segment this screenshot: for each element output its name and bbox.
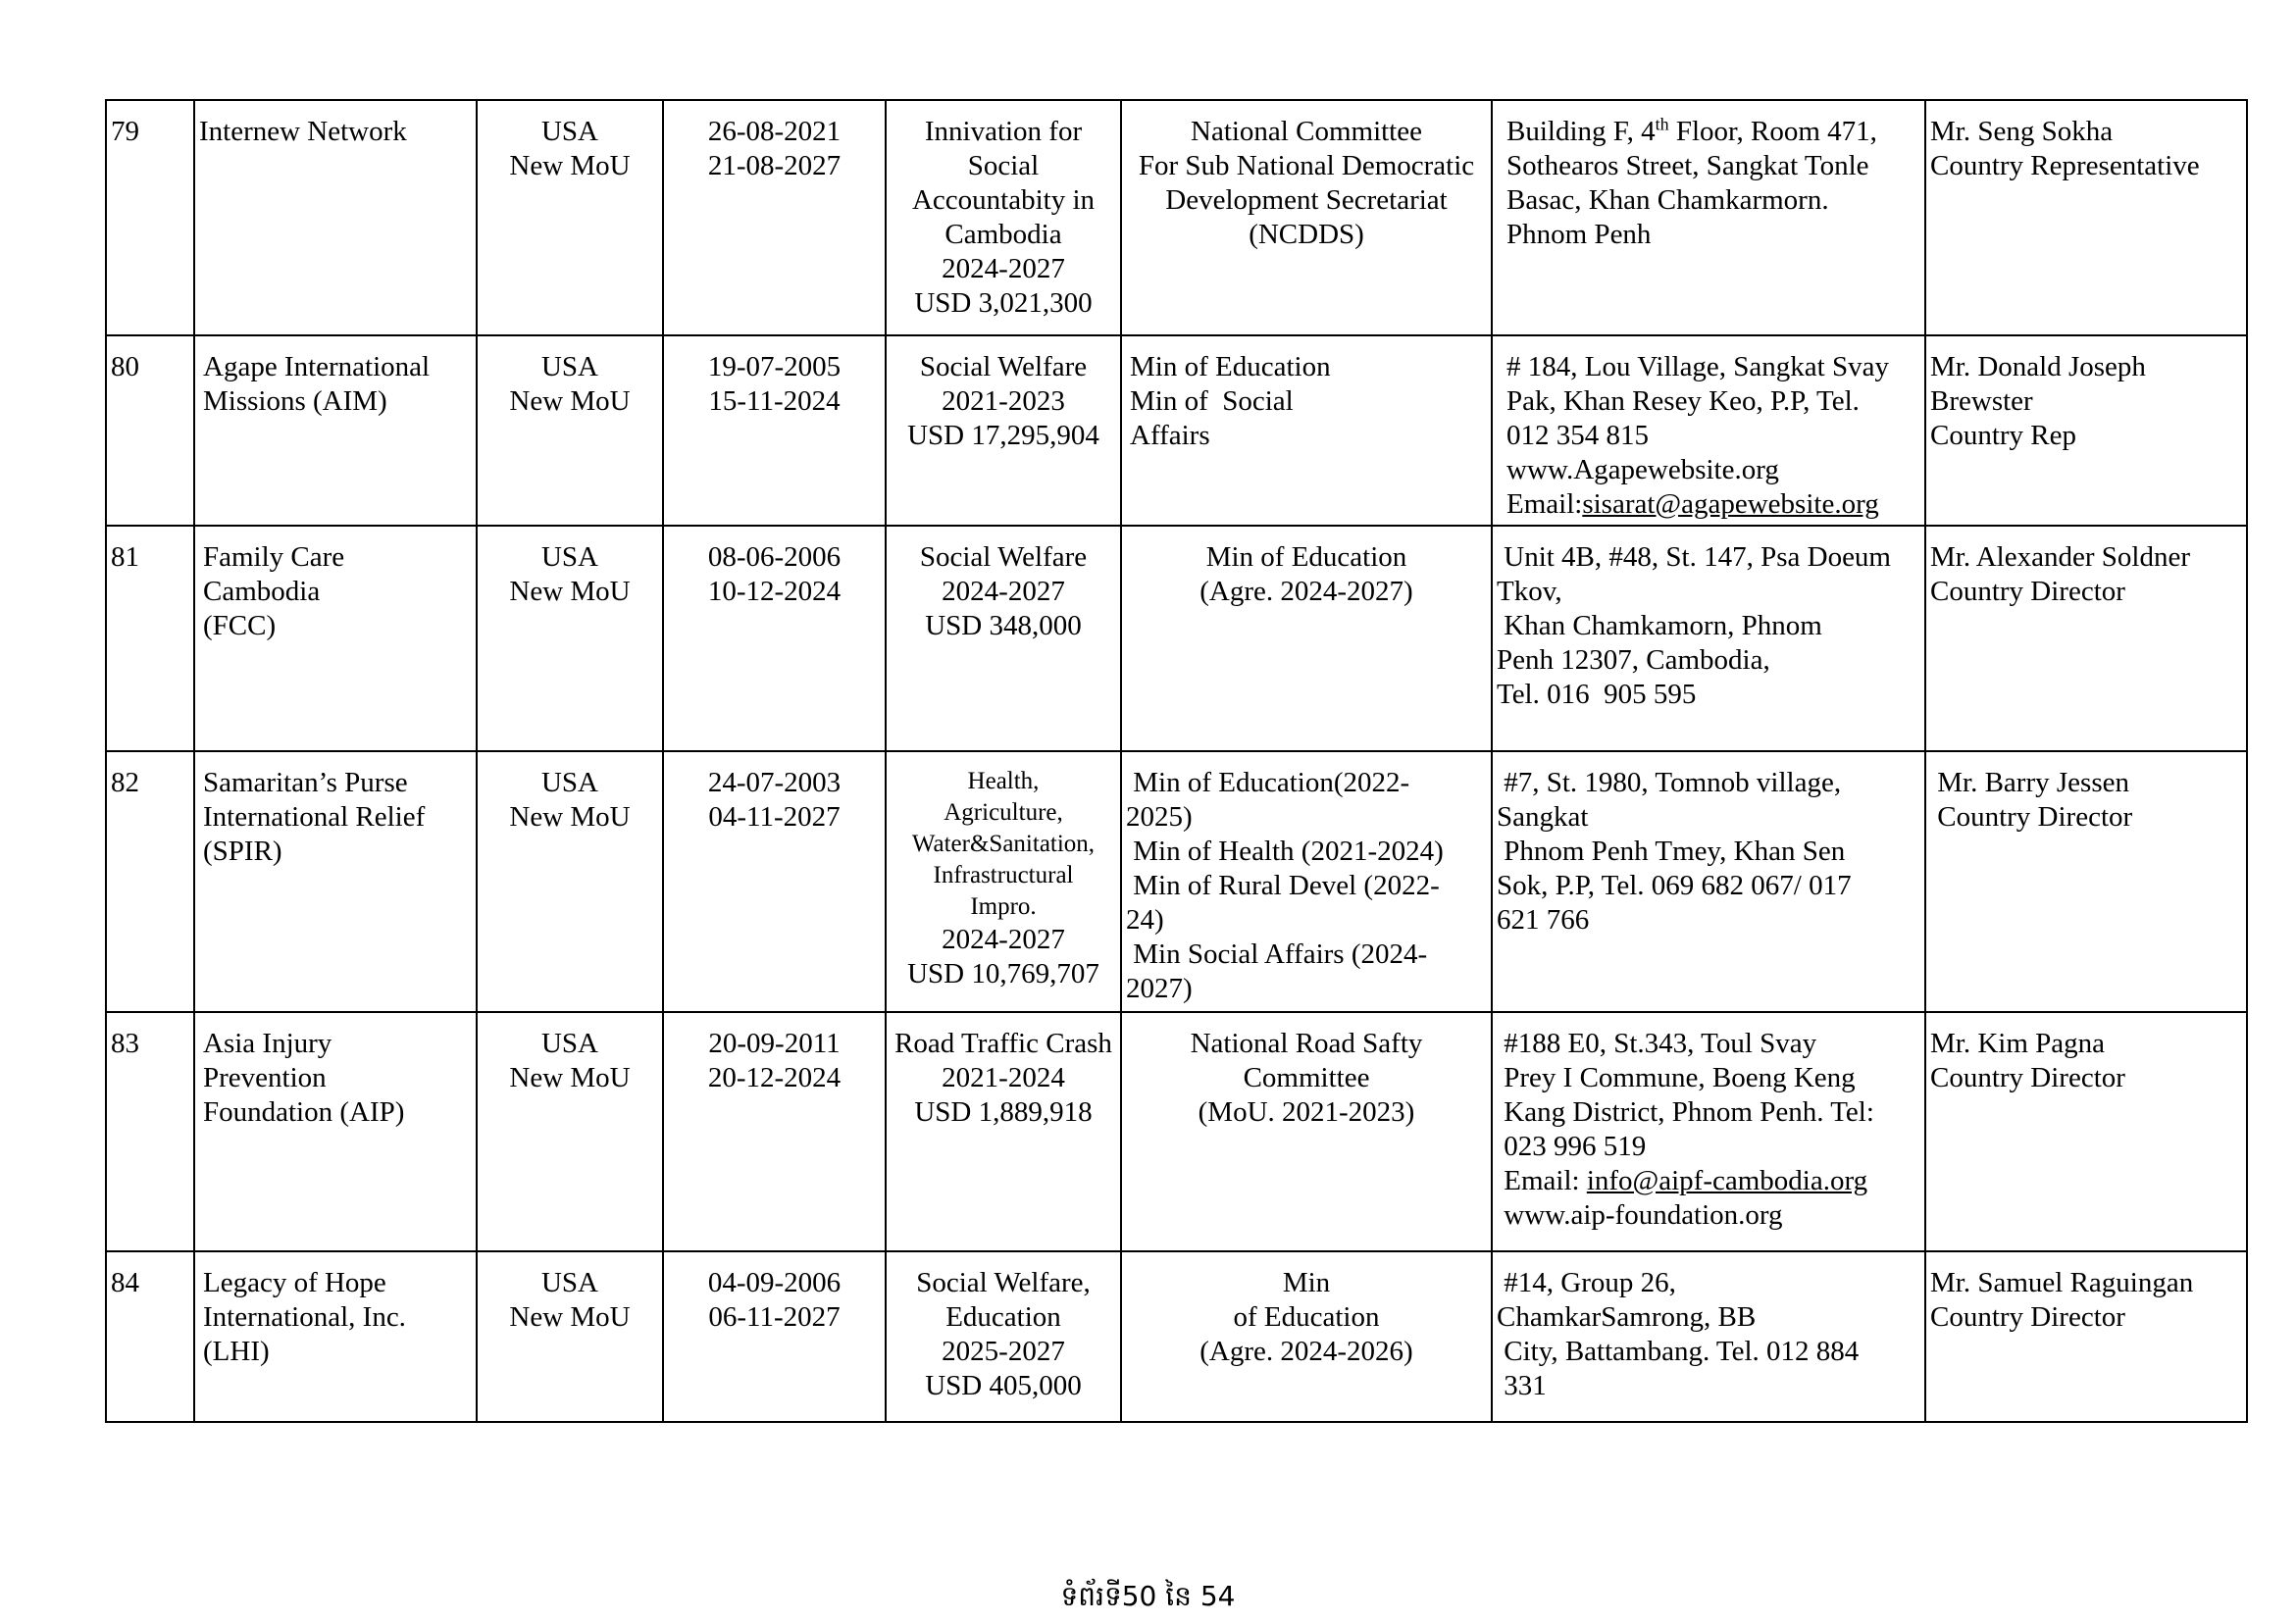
email-link[interactable]: sisarat@agapewebsite.org xyxy=(1582,488,1879,520)
country-status: USA New MoU xyxy=(477,335,663,526)
sector-budget: Health, Agriculture, Water&Sanitation, Infrastructural Impro. 2024-2027 USD 10,769,707 xyxy=(886,751,1121,1012)
sector-budget: Social Welfare 2024-2027 USD 348,000 xyxy=(886,526,1121,751)
address: #14, Group 26, ChamkarSamrong, BB City, Battambang. Tel. 012 884 331 xyxy=(1492,1251,1925,1422)
page-footer: ទំព័រទី50 នៃ 54 xyxy=(1060,1580,1236,1612)
contact-person: Mr. Alexander Soldner Country Director xyxy=(1925,526,2247,751)
partner-ministry: National Road Safty Committee (MoU. 2021-2023) xyxy=(1121,1012,1492,1251)
sector-budget: Road Traffic Crash 2021-2024 USD 1,889,918 xyxy=(886,1012,1121,1251)
country-status: USA New MoU xyxy=(477,526,663,751)
contact-person: Mr. Seng Sokha Country Representative xyxy=(1925,100,2247,335)
row-number: 83 xyxy=(106,1012,194,1251)
table-body xyxy=(106,100,2247,1422)
organization-name: Internew Network xyxy=(194,100,477,335)
mou-dates: 20-09-2011 20-12-2024 xyxy=(663,1012,886,1251)
address: # 184, Lou Village, Sangkat Svay Pak, Khan Resey Keo, P.P, Tel. 012 354 815 www.Agapewebsite.org Email:sisarat@agapewebsite.org xyxy=(1492,335,1925,526)
sector-budget: Social Welfare, Education 2025-2027 USD 405,000 xyxy=(886,1251,1121,1422)
row-number: 81 xyxy=(106,526,194,751)
partner-ministry: Min of Education (Agre. 2024-2027) xyxy=(1121,526,1492,751)
contact-person: Mr. Kim Pagna Country Director xyxy=(1925,1012,2247,1251)
organization-name: Agape International Missions (AIM) xyxy=(194,335,477,526)
organization-name: Legacy of Hope International, Inc. (LHI) xyxy=(194,1251,477,1422)
mou-dates: 04-09-2006 06-11-2027 xyxy=(663,1251,886,1422)
sector-budget: Social Welfare 2021-2023 USD 17,295,904 xyxy=(886,335,1121,526)
mou-dates: 08-06-2006 10-12-2024 xyxy=(663,526,886,751)
address: #7, St. 1980, Tomnob village, Sangkat Phnom Penh Tmey, Khan Sen Sok, P.P, Tel. 069 682 067/ 017 621 766 xyxy=(1492,751,1925,1012)
row-number: 80 xyxy=(106,335,194,526)
country-status: USA New MoU xyxy=(477,751,663,1012)
country-status: USA New MoU xyxy=(477,1012,663,1251)
sector-budget: Innivation for Social Accountabity in Cambodia 2024-2027 USD 3,021,300 xyxy=(886,100,1121,335)
address: Building F, 4th Floor, Room 471, Sothearos Street, Sangkat Tonle Basac, Khan Chamkarmorn. Phnom Penh xyxy=(1492,100,1925,335)
mou-dates: 26-08-2021 21-08-2027 xyxy=(663,100,886,335)
partner-ministry: Min of Education Min of Social Affairs xyxy=(1121,335,1492,526)
country-status: USA New MoU xyxy=(477,1251,663,1422)
row-number: 82 xyxy=(106,751,194,1012)
row-number: 79 xyxy=(106,100,194,335)
table-row xyxy=(106,100,2247,335)
organization-name: Family Care Cambodia (FCC) xyxy=(194,526,477,751)
contact-person: Mr. Donald Joseph Brewster Country Rep xyxy=(1925,335,2247,526)
partner-ministry: Min of Education (Agre. 2024-2026) xyxy=(1121,1251,1492,1422)
partner-ministry: Min of Education(2022- 2025) Min of Health (2021-2024) Min of Rural Devel (2022- 24) Min Social Affairs (2024- 2027) xyxy=(1121,751,1492,1012)
address: #188 E0, St.343, Toul Svay Prey I Commune, Boeng Keng Kang District, Phnom Penh. Tel: 023 996 519 Email: info@aipf-cambodia.org www.aip-foundation.org xyxy=(1492,1012,1925,1251)
table-row xyxy=(106,335,2247,526)
mou-dates: 24-07-2003 04-11-2027 xyxy=(663,751,886,1012)
organization-name: Asia Injury Prevention Foundation (AIP) xyxy=(194,1012,477,1251)
table-row xyxy=(106,751,2247,1012)
address: Unit 4B, #48, St. 147, Psa Doeum Tkov, Khan Chamkamorn, Phnom Penh 12307, Cambodia, Tel. 016 905 595 xyxy=(1492,526,1925,751)
table-row xyxy=(106,1251,2247,1422)
contact-person: Mr. Barry Jessen Country Director xyxy=(1925,751,2247,1012)
country-status: USA New MoU xyxy=(477,100,663,335)
partner-ministry: National Committee For Sub National Democratic Development Secretariat (NCDDS) xyxy=(1121,100,1492,335)
mou-dates: 19-07-2005 15-11-2024 xyxy=(663,335,886,526)
organization-name: Samaritan’s Purse International Relief (SPIR) xyxy=(194,751,477,1012)
contact-person: Mr. Samuel Raguingan Country Director xyxy=(1925,1251,2247,1422)
table-row xyxy=(106,526,2247,751)
table-row xyxy=(106,1012,2247,1251)
email-link[interactable]: info@aipf-cambodia.org xyxy=(1586,1165,1868,1196)
row-number: 84 xyxy=(106,1251,194,1422)
ngo-table xyxy=(105,99,2248,1423)
